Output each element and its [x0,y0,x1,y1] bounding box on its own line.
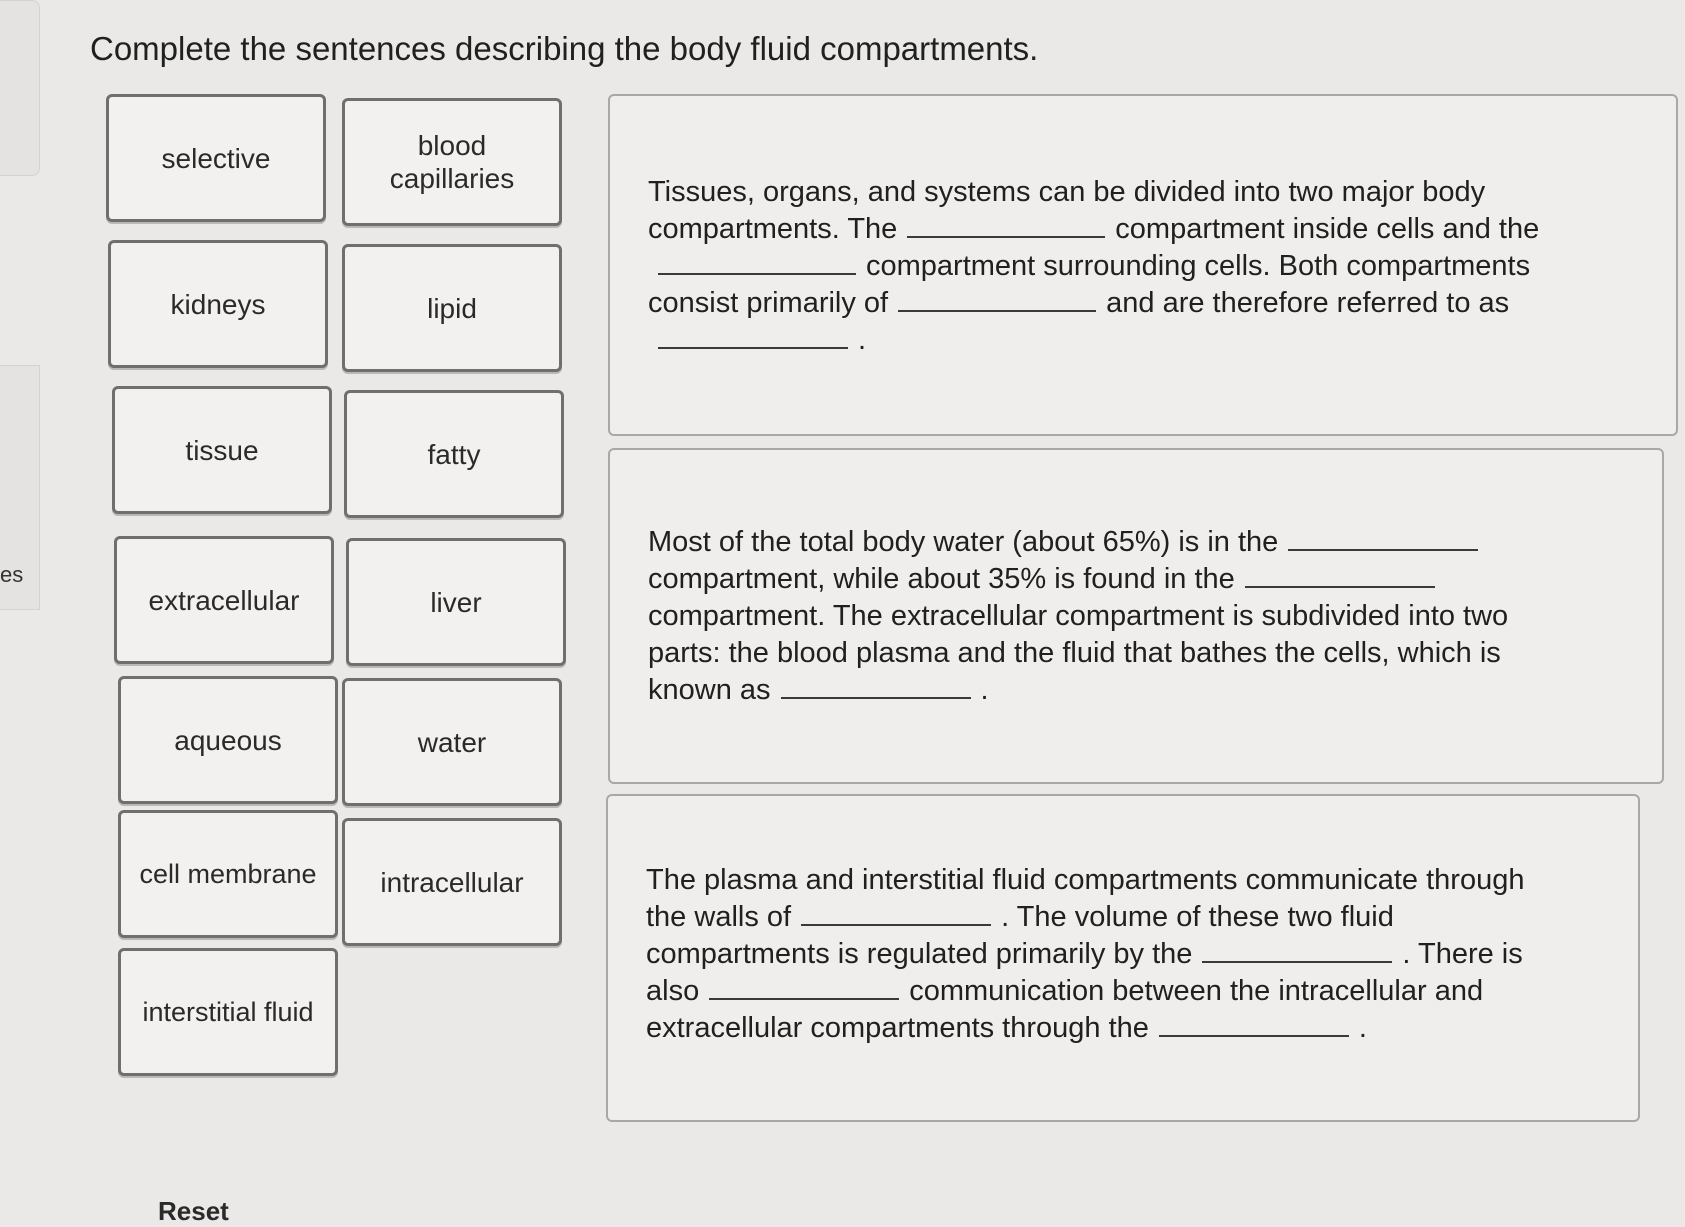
reset-button[interactable]: Reset [158,1196,229,1226]
drop-blank[interactable] [801,902,991,926]
word-tile-selective[interactable]: selective [106,94,326,222]
drop-blank[interactable] [781,675,971,699]
word-tile-liver[interactable]: liver [346,538,566,666]
word-tile-extracellular[interactable]: extracellular [114,536,334,664]
word-tile-aqueous[interactable]: aqueous [118,676,338,804]
word-tile-cell-membrane[interactable]: cell membrane [118,810,338,938]
side-panel-top [0,0,40,176]
word-tile-lipid[interactable]: lipid [342,244,562,372]
side-panel-label: es [0,562,24,587]
word-tile-interstitial-fluid[interactable]: interstitial fluid [118,948,338,1076]
drop-blank[interactable] [907,214,1105,238]
sentence-panel-3 [606,794,1640,1122]
drop-blank[interactable] [1245,564,1435,588]
question-title: Complete the sentences describing the body fluid compartments. [90,30,1039,67]
drop-blank[interactable] [898,288,1096,312]
sentence-panel-1 [608,94,1678,436]
drop-blank[interactable] [658,325,848,349]
word-tile-tissue[interactable]: tissue [112,386,332,514]
sentence-panel-2 [608,448,1664,784]
word-tile-fatty[interactable]: fatty [344,390,564,518]
drop-blank[interactable] [1288,527,1478,551]
sentence-text-2: Most of the total body water (about 65%) is in the compartment, while about 35% is found in the compartment. The extracellular compartment is subdivided into two parts: the blood plasma and the fluid that bathes the cells, which is known as . [648,526,1509,706]
word-tile-kidneys[interactable]: kidneys [108,240,328,368]
drop-blank[interactable] [1202,939,1392,963]
sentence-text-3: The plasma and interstitial fluid compartments communicate through the walls of . The volume of these two fluid compartments is regulated primarily by the . There is also communication between the intracellular and extracellular compartments through the . [646,864,1525,1044]
drop-blank[interactable] [709,976,899,1000]
drop-blank[interactable] [1159,1013,1349,1037]
sentence-text-1: Tissues, organs, and systems can be divided into two major body compartments. The compartment inside cells and the compartment surrounding cells. Both compartments consist primarily of and are therefore referred to as . [648,176,1540,356]
word-tile-blood-capillaries[interactable]: blood capillaries [342,98,562,226]
word-tile-intracellular[interactable]: intracellular [342,818,562,946]
word-tile-water[interactable]: water [342,678,562,806]
drop-blank[interactable] [658,251,856,275]
